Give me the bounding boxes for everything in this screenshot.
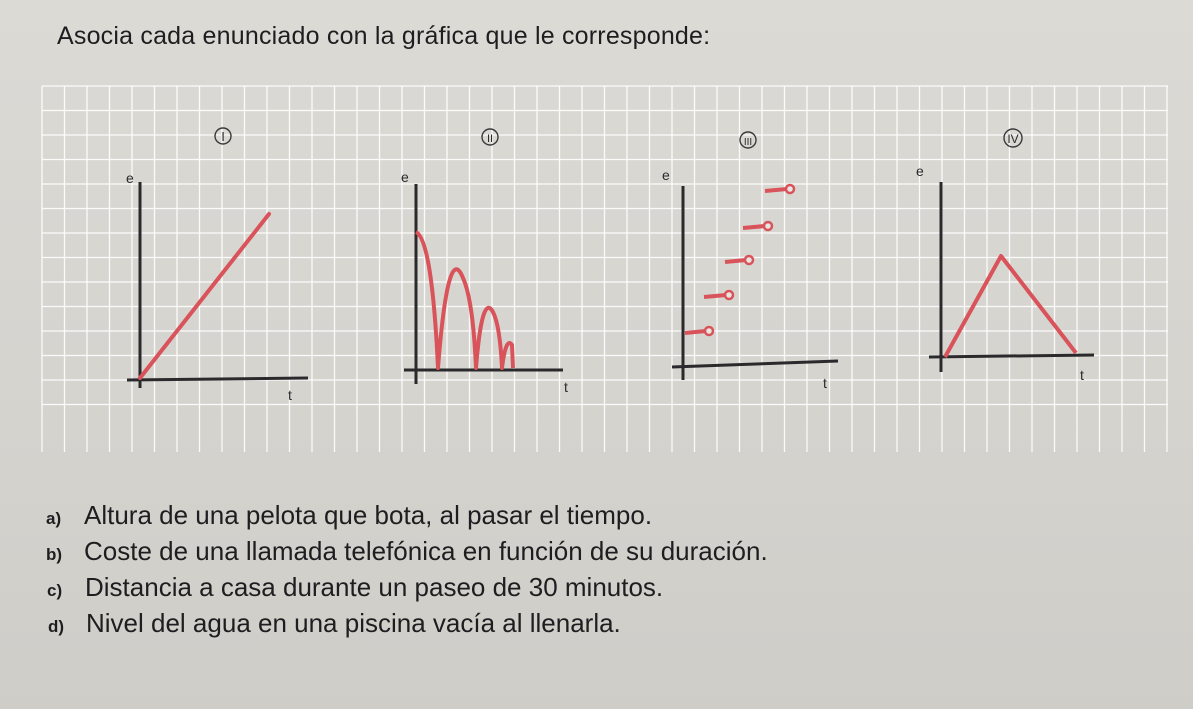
statement-letter: d) <box>48 617 65 636</box>
graph-1-label: I <box>221 129 225 144</box>
instruction-heading: Asocia cada enunciado con la gráfica que le corresponde: <box>57 22 711 50</box>
statement-text: Distancia a casa durante un paseo de 30 minutos. <box>85 572 664 602</box>
graph-3-open-point <box>745 256 753 264</box>
graph-3-open-point <box>786 185 794 193</box>
graph-2-y-label: e <box>401 169 409 185</box>
statement-text: Nivel del agua en una piscina vacía al llenarla. <box>86 608 621 638</box>
statement-text: Altura de una pelota que bota, al pasar el tiempo. <box>84 500 653 530</box>
graph-3 <box>662 132 838 391</box>
graph-4-x-axis <box>929 355 1094 357</box>
graph-3-step <box>704 295 726 297</box>
graph-1 <box>126 128 308 403</box>
graph-3-label: III <box>743 137 753 148</box>
graph-4-y-label: e <box>916 163 924 179</box>
graph-2-x-label: t <box>564 379 568 395</box>
statement-letter: c) <box>47 581 63 600</box>
graph-1-y-label: e <box>126 170 134 186</box>
graph-3-step <box>725 260 746 262</box>
graph-2-label: II <box>486 133 494 145</box>
graph-3-open-point <box>725 291 733 299</box>
graph-2-curve <box>416 232 513 368</box>
graph-3-open-endpoints <box>705 185 794 335</box>
graph-3-open-point <box>764 222 772 230</box>
graph-3-y-label: e <box>662 167 670 183</box>
grid-lines <box>42 86 1168 452</box>
graph-1-x-label: t <box>288 387 292 403</box>
statement-d <box>46 608 768 644</box>
graph-3-open-point <box>705 327 713 335</box>
statement-letter: a) <box>46 509 62 528</box>
graph-3-step <box>743 226 765 228</box>
graph-4-x-label: t <box>1080 367 1084 383</box>
graph-4-label: IV <box>1007 132 1019 146</box>
graph-1-curve <box>140 214 269 378</box>
graph-3-steps <box>685 189 787 333</box>
graph-3-step <box>765 189 787 191</box>
graph-3-x-axis <box>672 361 838 367</box>
statement-list <box>46 500 768 644</box>
graph-3-step <box>685 331 706 333</box>
graph-3-x-label: t <box>823 375 827 391</box>
graph-4 <box>916 129 1094 383</box>
statement-c <box>46 572 768 608</box>
statement-b <box>46 536 768 572</box>
statement-text: Coste de una llamada telefónica en función de su duración. <box>84 536 768 566</box>
graph-1-x-axis <box>127 378 308 380</box>
statement-letter: b) <box>46 545 63 564</box>
statement-a <box>46 500 768 536</box>
